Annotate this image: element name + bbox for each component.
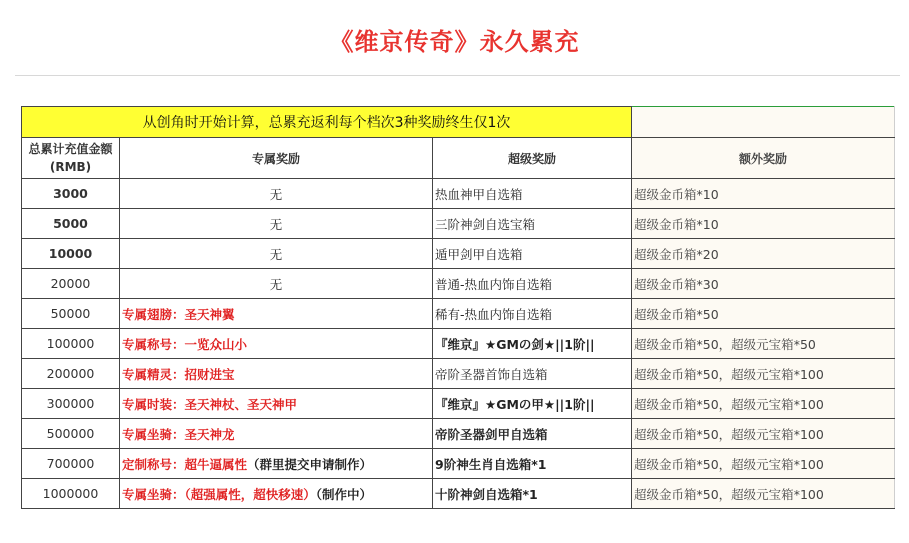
extra-reward-cell: 超级金币箱*10 [632, 209, 895, 239]
extra-reward-cell: 超级金币箱*50，超级元宝箱*100 [632, 359, 895, 389]
exclusive-reward-note: （群里提交申请制作） [247, 456, 373, 472]
table-row [22, 389, 895, 419]
exclusive-reward-note: （制作中） [315, 486, 373, 502]
amount-header-line2: (RMB) [49, 160, 92, 174]
exclusive-reward-cell [120, 419, 433, 449]
extra-reward-cell: 超级金币箱*50 [632, 299, 895, 329]
super-reward-cell: 『维京』★GMの剑★||1阶|| [433, 329, 632, 359]
table-body [22, 179, 895, 509]
extra-reward-cell: 超级金币箱*50，超级元宝箱*100 [632, 479, 895, 509]
amount-cell: 10000 [22, 239, 120, 269]
exclusive-reward-cell [120, 209, 433, 239]
recharge-rewards-table [21, 106, 895, 509]
exclusive-reward-text: 无 [269, 216, 283, 232]
super-reward-cell: 9阶神生肖自选箱*1 [433, 449, 632, 479]
exclusive-reward-text: 专属坐骑：（超强属性，超快移速） [122, 486, 316, 502]
super-header: 超级奖励 [433, 138, 632, 179]
page-title: 《维京传奇》永久累充 [329, 28, 580, 56]
amount-cell: 50000 [22, 299, 120, 329]
super-reward-cell: 『维京』★GMの甲★||1阶|| [433, 389, 632, 419]
exclusive-reward-cell [120, 329, 433, 359]
table-row [22, 269, 895, 299]
table-row [22, 299, 895, 329]
amount-cell: 300000 [22, 389, 120, 419]
super-reward-cell: 帝阶圣器首饰自选箱 [433, 359, 632, 389]
super-reward-cell: 三阶神剑自选宝箱 [433, 209, 632, 239]
amount-cell: 20000 [22, 269, 120, 299]
amount-cell: 200000 [22, 359, 120, 389]
amount-cell: 5000 [22, 209, 120, 239]
divider [15, 75, 900, 76]
exclusive-reward-text: 无 [269, 246, 283, 262]
exclusive-reward-text: 无 [269, 276, 283, 292]
amount-cell: 500000 [22, 419, 120, 449]
exclusive-reward-cell [120, 269, 433, 299]
table-row [22, 329, 895, 359]
exclusive-reward-text: 专属坐骑：圣天神龙 [122, 426, 235, 442]
table-row [22, 419, 895, 449]
extra-reward-cell: 超级金币箱*50，超级元宝箱*100 [632, 389, 895, 419]
exclusive-reward-cell [120, 239, 433, 269]
exclusive-reward-cell [120, 179, 433, 209]
super-reward-cell: 遁甲剑甲自选箱 [433, 239, 632, 269]
exclusive-reward-text: 专属称号：一览众山小 [122, 336, 248, 352]
super-reward-cell: 稀有-热血内饰自选箱 [433, 299, 632, 329]
exclusive-reward-text: 专属翅膀：圣天神翼 [122, 306, 235, 322]
exclusive-reward-cell [120, 389, 433, 419]
exclusive-reward-text: 定制称号：超牛逼属性 [122, 456, 248, 472]
table-row [22, 209, 895, 239]
table-row [22, 359, 895, 389]
table-row [22, 479, 895, 509]
super-reward-cell: 热血神甲自选箱 [433, 179, 632, 209]
table-row [22, 239, 895, 269]
amount-cell: 700000 [22, 449, 120, 479]
extra-reward-cell: 超级金币箱*50，超级元宝箱*100 [632, 449, 895, 479]
exclusive-reward-text: 无 [269, 186, 283, 202]
super-reward-cell: 普通-热血内饰自选箱 [433, 269, 632, 299]
extra-reward-cell: 超级金币箱*50，超级元宝箱*50 [632, 329, 895, 359]
extra-reward-cell: 超级金币箱*30 [632, 269, 895, 299]
super-reward-cell: 帝阶圣器剑甲自选箱 [433, 419, 632, 449]
exclusive-reward-cell [120, 359, 433, 389]
header-row [22, 138, 895, 179]
exclusive-reward-text: 专属时装：圣天神杖、圣天神甲 [122, 396, 298, 412]
extra-reward-cell: 超级金币箱*10 [632, 179, 895, 209]
exclusive-reward-text: 专属精灵：招财进宝 [122, 366, 235, 382]
extra-reward-cell: 超级金币箱*50，超级元宝箱*100 [632, 419, 895, 449]
exclusive-reward-cell [120, 479, 433, 509]
amount-cell: 3000 [22, 179, 120, 209]
extra-header: 额外奖励 [632, 138, 895, 179]
banner-row [22, 107, 895, 138]
amount-header [22, 138, 120, 179]
exclusive-reward-cell [120, 299, 433, 329]
table-row [22, 449, 895, 479]
amount-cell: 100000 [22, 329, 120, 359]
banner-text: 从创角时开始计算，总累充返利每个档次3种奖励终生仅1次 [22, 107, 632, 138]
exclusive-reward-cell [120, 449, 433, 479]
table-row [22, 179, 895, 209]
super-reward-cell: 十阶神剑自选箱*1 [433, 479, 632, 509]
amount-header-line1: 总累计充值金额 [28, 142, 113, 156]
amount-cell: 1000000 [22, 479, 120, 509]
extra-reward-cell: 超级金币箱*20 [632, 239, 895, 269]
exclusive-header: 专属奖励 [120, 138, 433, 179]
banner-extra-cell [632, 107, 895, 138]
